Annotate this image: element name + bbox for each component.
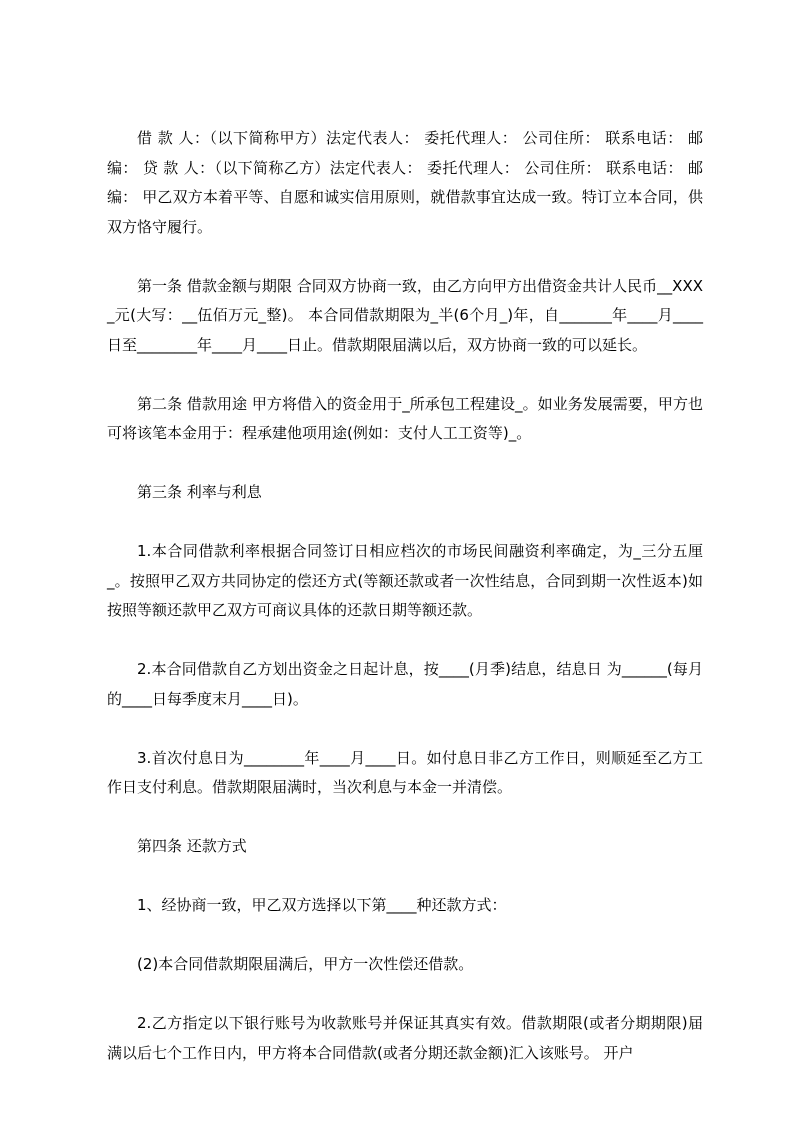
article-4-option-2: (2)本合同借款期限届满后，甲方一次性偿还借款。 — [137, 955, 474, 973]
paragraph-gap — [107, 803, 703, 833]
paragraph-gap — [107, 242, 703, 272]
paragraph-gap — [107, 626, 703, 656]
paragraph-gap — [107, 921, 703, 951]
article-4-clause-2: 2.乙方指定以下银行账号为收款账号并保证其真实有效。借款期限(或者分期期限)届满以后七个工作日内，甲方将本合同借款(或者分期还款金额)汇入该账号。 开户 — [107, 1014, 703, 1062]
article-1-paragraph: 第一条 借款金额与期限 合同双方协商一致，由乙方向甲方出借资金共计人民币__XXX_元(大写：__伍佰万元_整)。 本合同借款期限为_半(6个月_)年，自_______年____月____日至________年____月____日止。借款期限届满以后，双方协商一致的可以延长。 — [107, 276, 703, 354]
paragraph-gap — [107, 862, 703, 892]
paragraph-gap — [107, 360, 703, 390]
parties-paragraph: 借 款 人：（以下简称甲方）法定代表人： 委托代理人： 公司住所： 联系电话： 邮 编： 贷 款 人：（以下简称乙方）法定代表人： 委托代理人： 公司住所： 联系电话： 邮 编： 甲乙双方本着平等、自愿和诚实信用原则，就借款事宜达成一致。特订立本合同，供双方恪守履行。 — [107, 129, 708, 236]
paragraph-gap — [107, 980, 703, 1010]
paragraph-gap — [107, 714, 703, 744]
article-2-paragraph: 第二条 借款用途 甲方将借入的资金用于_所承包工程建设_。如业务发展需要，甲方也可将该笔本金用于：程承建他项用途(例如：支付人工工资等)_。 — [107, 394, 703, 442]
document-body — [107, 124, 708, 1068]
article-3-clause-2: 2.本合同借款自乙方划出资金之日起计息，按____(月季)结息，结息日 为______(每月的____日每季度末月____日)。 — [107, 660, 703, 708]
article-4-heading: 第四条 还款方式 — [137, 837, 247, 855]
paragraph-gap — [107, 508, 703, 538]
paragraph-gap — [107, 449, 703, 479]
article-4-clause-1: 1、经协商一致，甲乙双方选择以下第____种还款方式： — [137, 896, 507, 914]
article-3-clause-1: 1.本合同借款利率根据合同签订日相应档次的市场民间融资利率确定，为_三分五厘_。按照甲乙双方共同协定的偿还方式(等额还款或者一次性结息，合同到期一次性返本)如按照等额还款甲乙双方可商议具体的还款日期等额还款。 — [107, 542, 703, 619]
article-3-heading: 第三条 利率与利息 — [137, 483, 262, 501]
article-3-clause-3: 3.首次付息日为________年____月____日。如付息日非乙方工作日，则顺延至乙方工作日支付利息。借款期限届满时，当次利息与本金一并清偿。 — [107, 748, 703, 796]
